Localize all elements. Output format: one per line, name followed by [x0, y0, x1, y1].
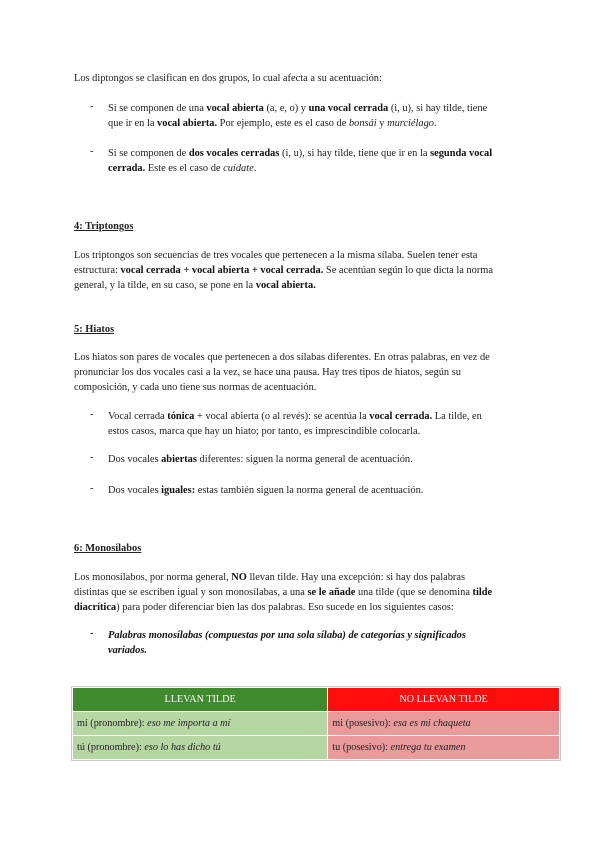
header-no-llevan-tilde: NO LLEVAN TILDE	[328, 688, 560, 712]
table-cell-yes: mí (pronombre): eso me importa a mí	[73, 712, 328, 736]
table-row	[73, 712, 560, 736]
diptongo-bullet-1: - Si se componen de una vocal abierta (a, e, o) y una vocal cerrada (i, u), si hay tilde, tiene que ir en la vocal abierta. Por ejemplo, este es el caso de bonsái y murciélago.	[90, 101, 488, 129]
monosilabos-paragraph: Los monosílabos, por norma general, NO llevan tilde. Hay una excepción: si hay dos palabras distintas que se escriben igual y son monosílabas, a una se le añade una tilde (que se denomina tilde diacrítica) para poder diferenciar bien las dos palabras. Eso sucede en los siguientes casos:	[74, 572, 493, 613]
hiatos-bullet-2: - Dos vocales abiertas diferentes: siguen la norma general de acentuación.	[90, 452, 413, 465]
table-cell-no: tu (posesivo): entrega tu examen	[328, 736, 560, 760]
header-llevan-tilde: LLEVAN TILDE	[73, 688, 328, 712]
heading-triptongos: 4: Triptongos	[74, 221, 134, 232]
hiatos-bullet-1: - Vocal cerrada tónica + vocal abierta (o al revés): se acentúa la vocal cerrada. La tilde, en estos casos, marca que hay un hiato; por tanto, es imprescindible colocarla.	[90, 409, 482, 437]
tilde-diacritica-table	[72, 687, 560, 760]
intro-paragraph: Los diptongos se clasifican en dos grupos, lo cual afecta a su acentuación:	[74, 73, 382, 84]
table-cell-yes: tú (pronombre): eso lo has dicho tú	[73, 736, 328, 760]
hiatos-paragraph: Los hiatos son pares de vocales que pertenecen a dos sílabas diferentes. En otras palabras, en vez de pronunciar los dos vocales casi a la vez, se hace una pausa. Hay tres tipos de hiatos, según su composición, y cada uno tiene sus normas de acentuación.	[74, 352, 490, 393]
table-cell-no: mi (posesivo): esa es mi chaqueta	[328, 712, 560, 736]
triptongos-paragraph: Los triptongos son secuencias de tres vocales que pertenecen a la misma sílaba. Suelen tener esta estructura: vocal cerrada + vocal abierta + vocal cerrada. Se acentúan según lo que dicta la norma general, y la tilde, en su caso, se pone en la vocal abierta.	[74, 250, 493, 291]
heading-hiatos: 5: Hiatos	[74, 324, 115, 335]
table-header-row	[73, 688, 560, 712]
monosilabos-bullet: - Palabras monosílabas (compuestas por una sola sílaba) de categorías y significados variados.	[90, 628, 466, 656]
heading-monosilabos: 6: Monosílabos	[74, 543, 142, 554]
table-row	[73, 736, 560, 760]
hiatos-bullet-3: - Dos vocales iguales: estas también siguen la norma general de acentuación.	[90, 483, 424, 496]
diptongo-bullet-2: - Si se componen de dos vocales cerradas (i, u), si hay tilde, tiene que ir en la segunda vocal cerrada. Este es el caso de cuídate.	[90, 146, 493, 174]
